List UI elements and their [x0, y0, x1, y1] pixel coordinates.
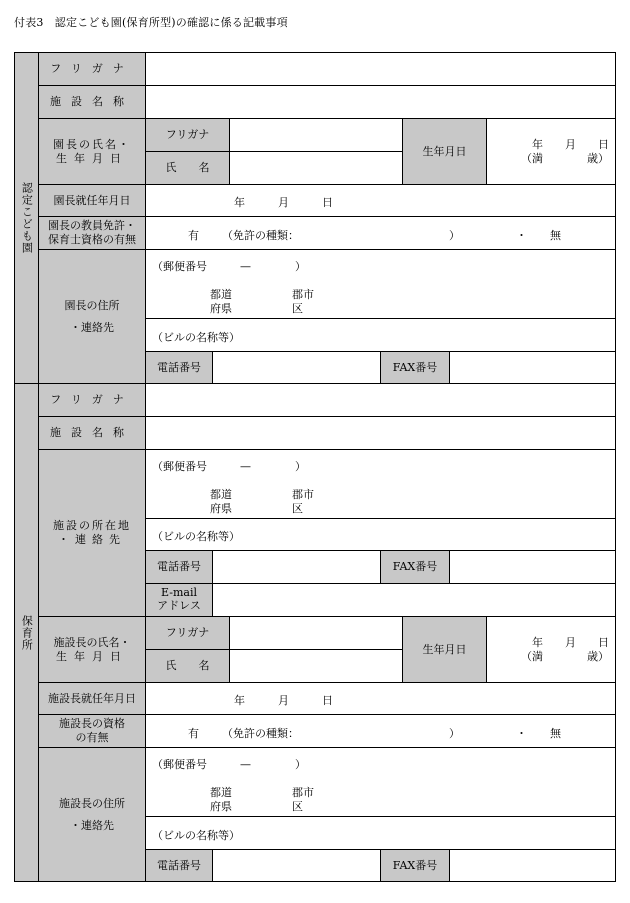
s1-appointed-input[interactable] [145, 184, 616, 217]
s2-director-fax-input[interactable] [449, 849, 616, 882]
s2-location-label: 施設の所在地 ・連絡先 [38, 449, 146, 617]
s2-director-furigana-input[interactable] [229, 616, 403, 650]
s2-fax-input[interactable] [449, 550, 616, 584]
s1-director-name-input[interactable] [229, 151, 403, 185]
s2-director-phone-input[interactable] [212, 849, 381, 882]
s2-qual-label: 施設長の資格 の有無 [38, 714, 146, 748]
section-kodomoen-side-label [14, 52, 39, 384]
s1-building-input[interactable]: （ビルの名称等） [145, 318, 616, 352]
s2-email-input[interactable] [212, 583, 616, 617]
s1-birth-input[interactable]: 年 月 日 （満 歳） [486, 118, 616, 185]
s2-appointed-value: 年 月 日 [234, 694, 333, 707]
s2-phone-input[interactable] [212, 550, 381, 584]
s1-sub-furigana-label: フリガナ [145, 118, 230, 152]
s2-appointed-input[interactable] [145, 682, 616, 715]
s1-license-field[interactable]: 有 （免許の種類： ） ・ 無 [145, 216, 616, 250]
s2-email-label: E-mail アドレス [145, 583, 213, 617]
s2-building-input[interactable]: （ビルの名称等） [145, 518, 616, 551]
s2-address-label: 施設長の住所 ・連絡先 [38, 747, 146, 882]
s2-director-name-label: 施設長の氏名・ 生年月日 [38, 616, 146, 683]
s2-director-fax-label: FAX番号 [380, 849, 450, 882]
s2-qual-type: （免許の種類： [222, 727, 299, 740]
s1-furigana-label: フリガナ [38, 52, 146, 86]
s2-furigana-label: フリガナ [38, 383, 146, 417]
s2-appointed-label: 施設長就任年月日 [38, 682, 146, 715]
s2-birth-input[interactable]: 年 月 日 （満 歳） [486, 616, 616, 683]
s2-qual-yes[interactable]: 有 [188, 727, 199, 740]
s1-birth-label: 生年月日 [402, 118, 487, 185]
s2-fax-label: FAX番号 [380, 550, 450, 584]
s2-birth-label: 生年月日 [402, 616, 487, 683]
page-title: 付表3 認定こども園(保育所型)の確認に係る記載事項 [14, 16, 288, 29]
s1-phone-input[interactable] [212, 351, 381, 384]
s2-phone-label: 電話番号 [145, 550, 213, 584]
s1-license-label: 園長の教員免許・ 保育士資格の有無 [38, 216, 146, 250]
s1-director-furigana-input[interactable] [229, 118, 403, 152]
s2-sub-name-label: 氏 名 [145, 649, 230, 683]
s1-license-type: （免許の種類： [222, 229, 299, 242]
s1-name-label: 施設名称 [38, 85, 146, 119]
s1-furigana-input[interactable] [145, 52, 616, 86]
s2-address-input[interactable]: （郵便番号 — ） 都道 府県 郡市 区 [145, 449, 616, 519]
s2-sub-furigana-label: フリガナ [145, 616, 230, 650]
s1-director-name-label: 園長の氏名・ 生年月日 [38, 118, 146, 185]
section-hoikusho-side-label [14, 383, 39, 882]
s1-phone-label: 電話番号 [145, 351, 213, 384]
s2-director-building-input[interactable]: （ビルの名称等） [145, 816, 616, 850]
section-hoikusho-label-text: 保育所 [20, 614, 34, 651]
s1-address-input[interactable]: （郵便番号 — ） 都道 府県 郡市 区 [145, 249, 616, 319]
s1-fax-input[interactable] [449, 351, 616, 384]
s1-name-input[interactable] [145, 85, 616, 119]
s1-appointed-value: 年 月 日 [234, 196, 333, 209]
section-kodomoen-label-text: 認定こども園 [20, 182, 34, 254]
s1-license-no[interactable]: 無 [550, 229, 561, 242]
s2-qual-no[interactable]: 無 [550, 727, 561, 740]
s2-qual-field[interactable]: 有 （免許の種類： ） ・ 無 [145, 714, 616, 748]
s2-name-label: 施設名称 [38, 416, 146, 450]
s2-furigana-input[interactable] [145, 383, 616, 417]
s1-sub-name-label: 氏 名 [145, 151, 230, 185]
s1-appointed-label: 園長就任年月日 [38, 184, 146, 217]
s1-license-yes[interactable]: 有 [188, 229, 199, 242]
s2-name-input[interactable] [145, 416, 616, 450]
s2-director-phone-label: 電話番号 [145, 849, 213, 882]
s2-director-name-input[interactable] [229, 649, 403, 683]
s1-address-label: 園長の住所 ・連絡先 [38, 249, 146, 384]
s1-fax-label: FAX番号 [380, 351, 450, 384]
s2-director-address-input[interactable]: （郵便番号 — ） 都道 府県 郡市 区 [145, 747, 616, 817]
